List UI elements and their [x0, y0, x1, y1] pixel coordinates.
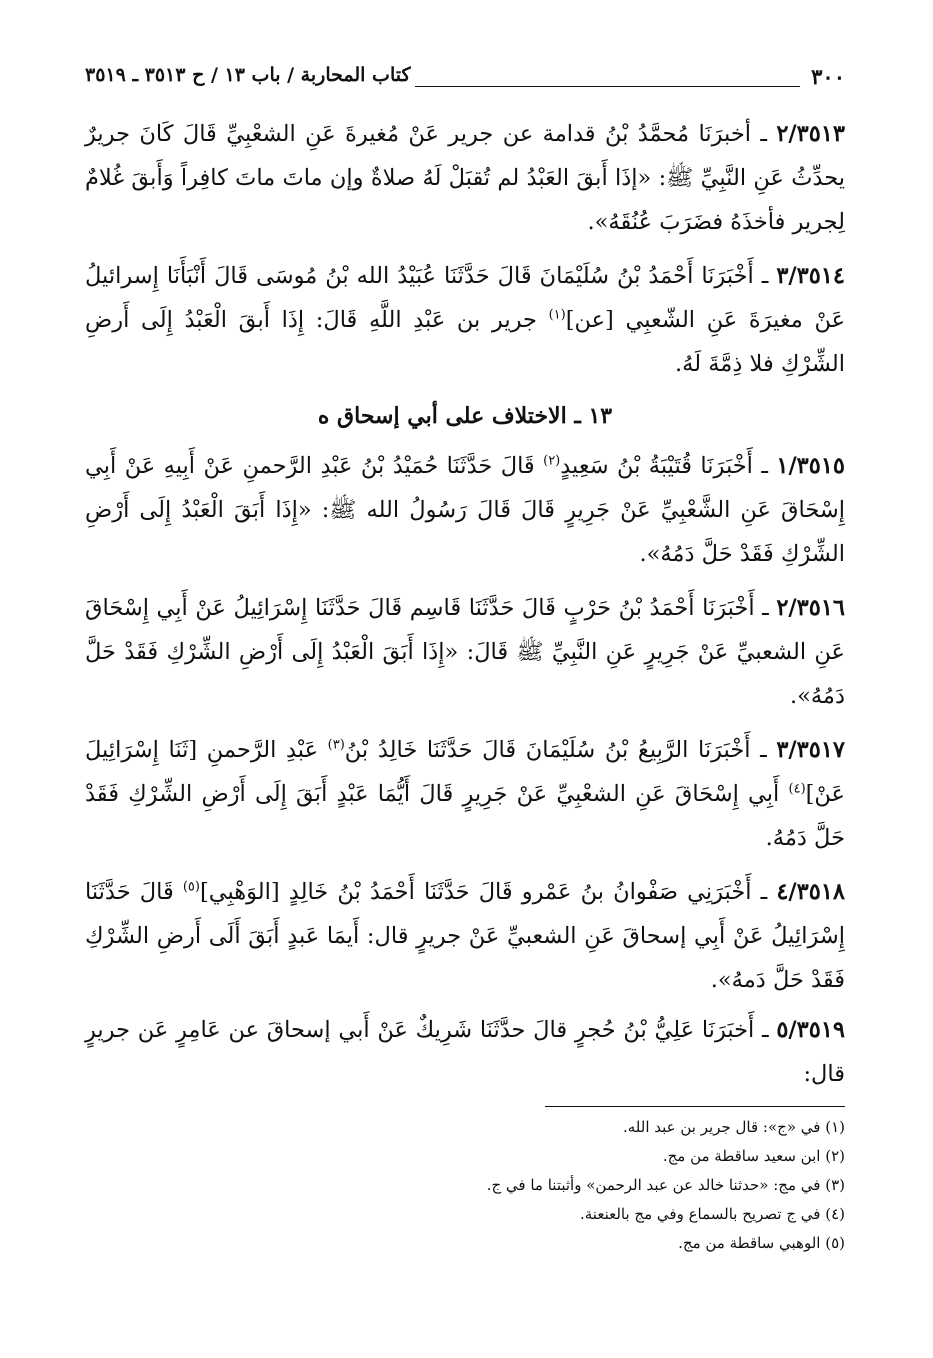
footnote-3: (٣) في مج: «حدثنا خالد عن عبد الرحمن» وأثبتنا ما في ج. [486, 1176, 845, 1194]
hadith-3519 [85, 1008, 845, 1096]
footnotes [85, 1113, 845, 1258]
hadith-text: ـ أخبرَنَا مُحمَّدُ بْنُ قدامة عن جرير عَنْ مُغيرةَ عَنِ الشعْبِيِّ قَالَ كَانَ جريرٌ يحدِّثُ عَنِ النَّبِيِّ ﷺ: «إذَا أَبقَ العَبْدُ لم تُقبَلْ لَهُ صلاةٌ وإن ماتَ ماتَ كافِراً وَأَبقَ غُلامٌ لِجرير فأخذَهُ فضَرَبَ عُنُقَهُ». [85, 121, 845, 235]
footnote-5: (٥) الوهبي ساقطة من مج. [678, 1234, 845, 1252]
hadith-number: ١/٣٥١٥ [776, 453, 846, 479]
running-title: كتاب المحاربة / باب ١٣ / ح ٣٥١٣ ـ ٣٥١٩ [85, 64, 411, 86]
hadith-text-cont: قَالَ حَدَّثَنَا حُمَيْدُ بْنُ عَبْدِ الرَّحمنِ عَنْ أَبِيهِ عَنْ أَبِي إِسْحَاقَ عَنِ الشَّعْبِيِّ عَنْ جَرِيرٍ قَالَ قَالَ رَسُولُ الله ﷺ: «إِذَا أَبَقَ الْعَبْدُ إِلَى أَرْضِ الشِّرْكِ فَقَدْ حَلَّ دَمُهُ». [85, 453, 845, 567]
hadith-text: ـ أَخْبَرَنِي صَفْوانُ بنُ عَمْرو قَالَ حَدَّثَنَا أَحْمَدُ بْنُ خَالِدٍ [الوَهْبِي] [199, 879, 777, 905]
footnote-2: (٢) ابن سعيد ساقطة من مج. [662, 1147, 845, 1165]
hadith-text: ـ أَخْبَرَنَا الرَّبِيعُ بْنُ سُلَيْمَانَ قَالَ حَدَّثَنَا خَالِدُ بْنُ [344, 737, 777, 763]
hadith-text-cont: عَبْدِ الرَّحمنِ [ثَنَا إِسْرَائِيلَ عَنْ] [85, 737, 845, 807]
footnote-1: (١) في «ج»: قال جرير بن عبد الله. [622, 1118, 845, 1136]
hadith-text-cont: أَبِي إِسْحَاقَ عَنِ الشعْبِيِّ عَنْ جَرِيرٍ قَالَ أَيُّمَا عَبْدٍ أَبَقَ إِلَى أَرْضِ الشِّرْكِ فَقَدْ حَلَّ دَمُهُ. [85, 781, 845, 851]
footnote-rule [545, 1106, 845, 1107]
hadith-number: ٣/٣٥١٧ [776, 737, 845, 763]
hadith-text-cont: جرير بن عَبْدِ اللَّهِ قَالَ: إِذَا أَبقَ الْعَبْدُ إِلَى أَرضِ الشِّرْكِ فلا ذِمَّةَ لَهُ. [85, 307, 845, 377]
page-number: ٣٠٠ [811, 64, 845, 89]
hadith-number: ٢/٣٥١٣ [776, 121, 845, 147]
header-rule [415, 86, 800, 87]
section-heading: ١٣ ـ الاختلاف على أبي إسحاق ه [317, 403, 613, 429]
footnote-marker[interactable]: (١) [548, 307, 566, 323]
hadith-text: ـ أَخْبَرَنَا أَحْمَدُ بْنُ سُلَيْمَانَ قَالَ حَدَّثَنَا عُبَيْدُ الله بْنُ مُوسَى قَالَ أَنْبَأَنَا إِسرائيلُ عَنْ مغيرَةَ عَنِ الشّعبِي [عن] [85, 263, 845, 333]
hadith-text-cont: قَالَ حَدَّثَنَا إِسْرَائِيلُ عَنْ أَبِي إسحاقَ عَنِ الشعبيِّ عَنْ جريرٍ قال: أَيمَا عَبدٍ أَبَقَ أَلَى أَرضِ الشِّرْكِ فَقَدْ حَلَّ دَمهُ». [85, 879, 845, 993]
hadith-text: ـ أَخْبَرَنَا أَحْمَدُ بْنُ حَرْبٍ قَالَ حَدَّثَنَا قَاسِم قَالَ حَدَّثَنَا إِسْرَائِيلُ عَنْ أَبِي إِسْحَاقَ عَنِ الشعبيِّ عَنْ جَرِيرٍ عَنِ النَّبِيِّ ﷺ قَالَ: «إِذَا أَبَقَ الْعَبْدُ إِلَى أَرْضِ الشِّرْكِ فَقَدْ حَلَّ دَمُهُ». [85, 595, 845, 709]
hadith-number: ٢/٣٥١٦ [776, 595, 845, 621]
hadith-3516 [85, 586, 845, 718]
hadith-text: ـ أَخْبَرَنَا قُتَيْبَةُ بْنُ سَعِيدٍ [560, 453, 777, 479]
hadith-3518 [85, 870, 845, 1002]
hadith-number: ٥/٣٥١٩ [776, 1017, 845, 1043]
hadith-3517 [85, 728, 845, 860]
page-header [85, 60, 845, 90]
footnote-marker[interactable]: (٢) [543, 453, 561, 469]
hadith-3513 [85, 112, 845, 244]
footnote-marker[interactable]: (٥) [182, 879, 200, 895]
footnote-marker[interactable]: (٤) [788, 781, 806, 797]
footnote-4: (٤) في ج تصريح بالسماع وفي مج بالعنعنة. [580, 1205, 845, 1223]
hadith-3515 [85, 444, 845, 576]
hadith-3514 [85, 254, 845, 386]
book-page [85, 60, 845, 1310]
hadith-number: ٤/٣٥١٨ [776, 879, 845, 905]
footnote-marker[interactable]: (٣) [327, 737, 345, 753]
hadith-number: ٣/٣٥١٤ [776, 263, 845, 289]
hadith-text: ـ أَخبَرَنَا عَلِيُّ بْنُ حُجرٍ قالَ حدَّثَنَا شَرِيكٌ عَنْ أَبي إسحاقَ عن عَامِرٍ عَن جريرٍ قال: [85, 1017, 845, 1087]
